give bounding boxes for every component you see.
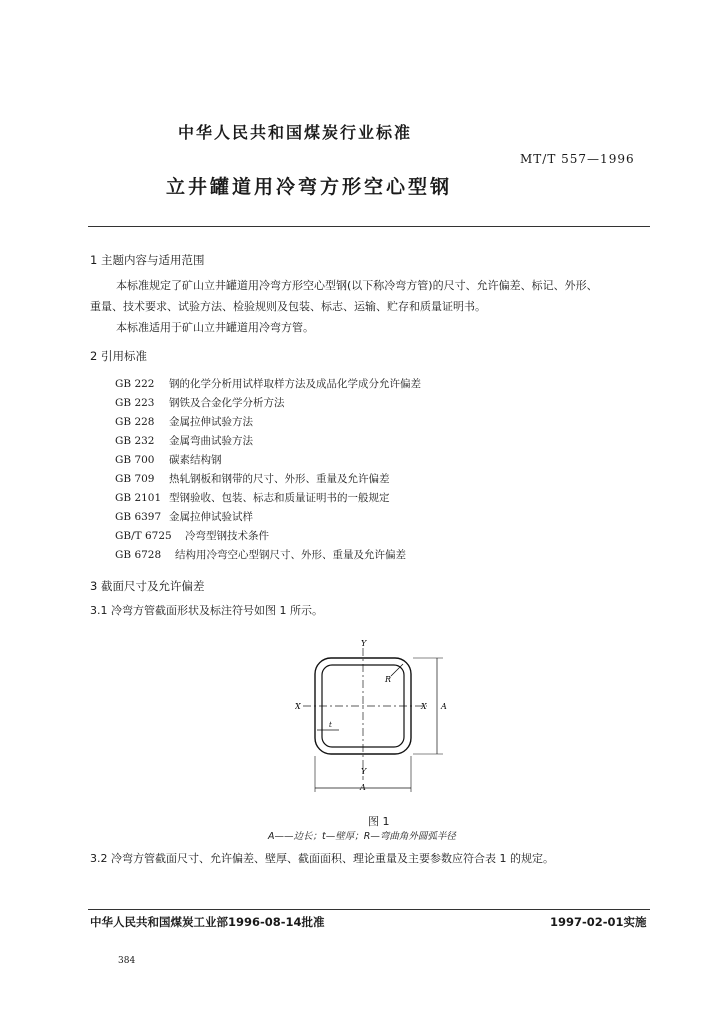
- section-3-1-text: 3.1 冷弯方管截面形状及标注符号如图 1 所示。: [90, 604, 323, 617]
- footer-divider: [88, 909, 650, 910]
- reference-code: GB 232: [115, 435, 155, 447]
- section-2-heading: 2 引用标准: [90, 349, 147, 363]
- reference-title: 金属拉伸试验试样: [169, 511, 253, 523]
- reference-title: 结构用冷弯空心型钢尺寸、外形、重量及允许偏差: [175, 549, 406, 561]
- reference-code: GB 709: [115, 473, 155, 485]
- label-y-top: Y: [361, 639, 367, 648]
- page-title: 立井罐道用冷弯方形空心型钢: [166, 176, 453, 198]
- label-x-left: X: [295, 702, 301, 711]
- label-x-right: X: [421, 702, 427, 711]
- reference-item: [115, 471, 390, 486]
- label-a-bottom: A: [360, 783, 366, 792]
- section-1-heading: 1 主题内容与适用范围: [90, 253, 205, 267]
- reference-code: GB 6728: [115, 549, 162, 561]
- reference-item: [115, 509, 253, 524]
- figure-legend: A——边长；t—壁厚；R—弯曲角外圆弧半径: [268, 831, 456, 842]
- reference-title: 钢的化学分析用试样取样方法及成品化学成分允许偏差: [169, 378, 421, 390]
- label-r: R: [385, 675, 392, 684]
- reference-code: GB 700: [115, 454, 155, 466]
- reference-title: 碳素结构钢: [169, 454, 222, 466]
- reference-item: [115, 414, 253, 429]
- reference-item: [115, 376, 421, 391]
- section-3-heading: 3 截面尺寸及允许偏差: [90, 579, 205, 593]
- reference-title: 型钢验收、包装、标志和质量证明书的一般规定: [169, 492, 390, 504]
- figure-1-cross-section: [295, 638, 465, 798]
- section-1-para-2: 本标准适用于矿山立井罐道用冷弯方管。: [116, 321, 314, 334]
- header-divider: [88, 226, 650, 227]
- label-t: t: [329, 721, 332, 729]
- reference-title: 金属拉伸试验方法: [169, 416, 253, 428]
- effective-date: 1997-02-01实施: [550, 915, 647, 929]
- reference-item: [115, 528, 269, 543]
- standard-code: MT/T 557—1996: [520, 152, 635, 166]
- reference-item: [115, 395, 285, 410]
- reference-code: GB 228: [115, 416, 155, 428]
- issuing-organization: 中华人民共和国煤炭行业标准: [178, 123, 413, 142]
- section-1-para-1-line-1: 本标准规定了矿山立井罐道用冷弯方形空心型钢(以下称冷弯方管)的尺寸、允许偏差、标记、外形、: [116, 279, 598, 292]
- label-a-right: A: [441, 702, 447, 711]
- reference-code: GB 223: [115, 397, 155, 409]
- section-1-para-1-line-2: 重量、技术要求、试验方法、检验规则及包装、标志、运输、贮存和质量证明书。: [90, 300, 486, 313]
- reference-code: GB 6397: [115, 511, 162, 523]
- reference-code: GB 2101: [115, 492, 162, 504]
- figure-caption: 图 1: [368, 815, 390, 828]
- page-number: 384: [118, 956, 136, 966]
- reference-item: [115, 490, 390, 505]
- section-3-2-text: 3.2 冷弯方管截面尺寸、允许偏差、壁厚、截面面积、理论重量及主要参数应符合表 1 的规定。: [90, 852, 554, 865]
- reference-code: GB/T 6725: [115, 530, 172, 542]
- reference-item: [115, 452, 222, 467]
- reference-code: GB 222: [115, 378, 155, 390]
- approval-statement: 中华人民共和国煤炭工业部1996-08-14批准: [90, 915, 325, 929]
- label-y-bottom: Y: [361, 767, 367, 776]
- reference-item: [115, 547, 406, 562]
- reference-item: [115, 433, 253, 448]
- reference-title: 冷弯型钢技术条件: [185, 530, 269, 542]
- reference-title: 热轧钢板和钢带的尺寸、外形、重量及允许偏差: [169, 473, 390, 485]
- reference-title: 钢铁及合金化学分析方法: [169, 397, 285, 409]
- reference-title: 金属弯曲试验方法: [169, 435, 253, 447]
